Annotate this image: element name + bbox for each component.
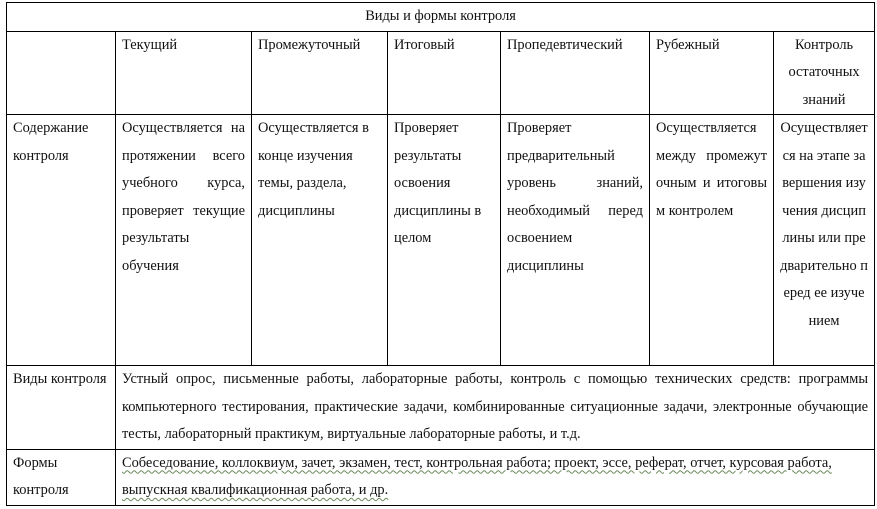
row-label-forms: Формы контроля (7, 449, 116, 505)
column-header-current: Текущий (116, 31, 252, 115)
column-header-final: Итоговый (388, 31, 501, 115)
column-header-milestone: Рубежный (650, 31, 774, 115)
column-header-intermediate: Промежуточный (252, 31, 388, 115)
header-empty-cell (7, 31, 116, 115)
table-row-types (7, 366, 875, 450)
table-row-forms (7, 449, 875, 505)
row-label-types: Виды контроля (7, 366, 116, 450)
column-header-propaedeutic: Пропедевтический (501, 31, 650, 115)
control-types-table (6, 2, 875, 506)
table-title-row (7, 3, 875, 32)
content-cell-final: Проверяет результаты освоения дисциплины в целом (388, 115, 501, 366)
table-row-content (7, 115, 875, 366)
table-title: Виды и формы контроля (7, 3, 875, 32)
content-cell-current: Осуществляется на протяжении всего учебного курса, проверяет текущие результаты обучения (116, 115, 252, 366)
content-cell-residual-knowledge: Осуществляется на этапе завершения изучения дисциплины или предварительно перед ее изучением (774, 115, 875, 366)
row-label-content: Содержание контроля (7, 115, 116, 366)
content-cell-milestone: Осуществляется между промежуточным и итоговым контролем (650, 115, 774, 366)
content-cell-intermediate: Осуществляется в конце изучения темы, раздела, дисциплины (252, 115, 388, 366)
types-cell: Устный опрос, письменные работы, лабораторные работы, контроль с помощью технических средств: программы компьютерного тестирования, практические задачи, комбинированные ситуационные задачи, электронные обучающие тесты, лабораторный практикум, виртуальные лабораторные работы, и т.д. (116, 366, 875, 450)
table-header-row (7, 31, 875, 115)
forms-cell (116, 449, 875, 505)
column-header-residual-knowledge: Контроль остаточных знаний (774, 31, 875, 115)
forms-text: Собеседование, коллоквиум, зачет, экзамен, тест, контрольная работа; проект, эссе, реферат, отчет, курсовая работа, выпускная квалификационная работа, и др. (122, 454, 832, 498)
content-cell-propaedeutic: Проверяет предварительный уровень знаний, необходимый перед освоением дисциплины (501, 115, 650, 366)
